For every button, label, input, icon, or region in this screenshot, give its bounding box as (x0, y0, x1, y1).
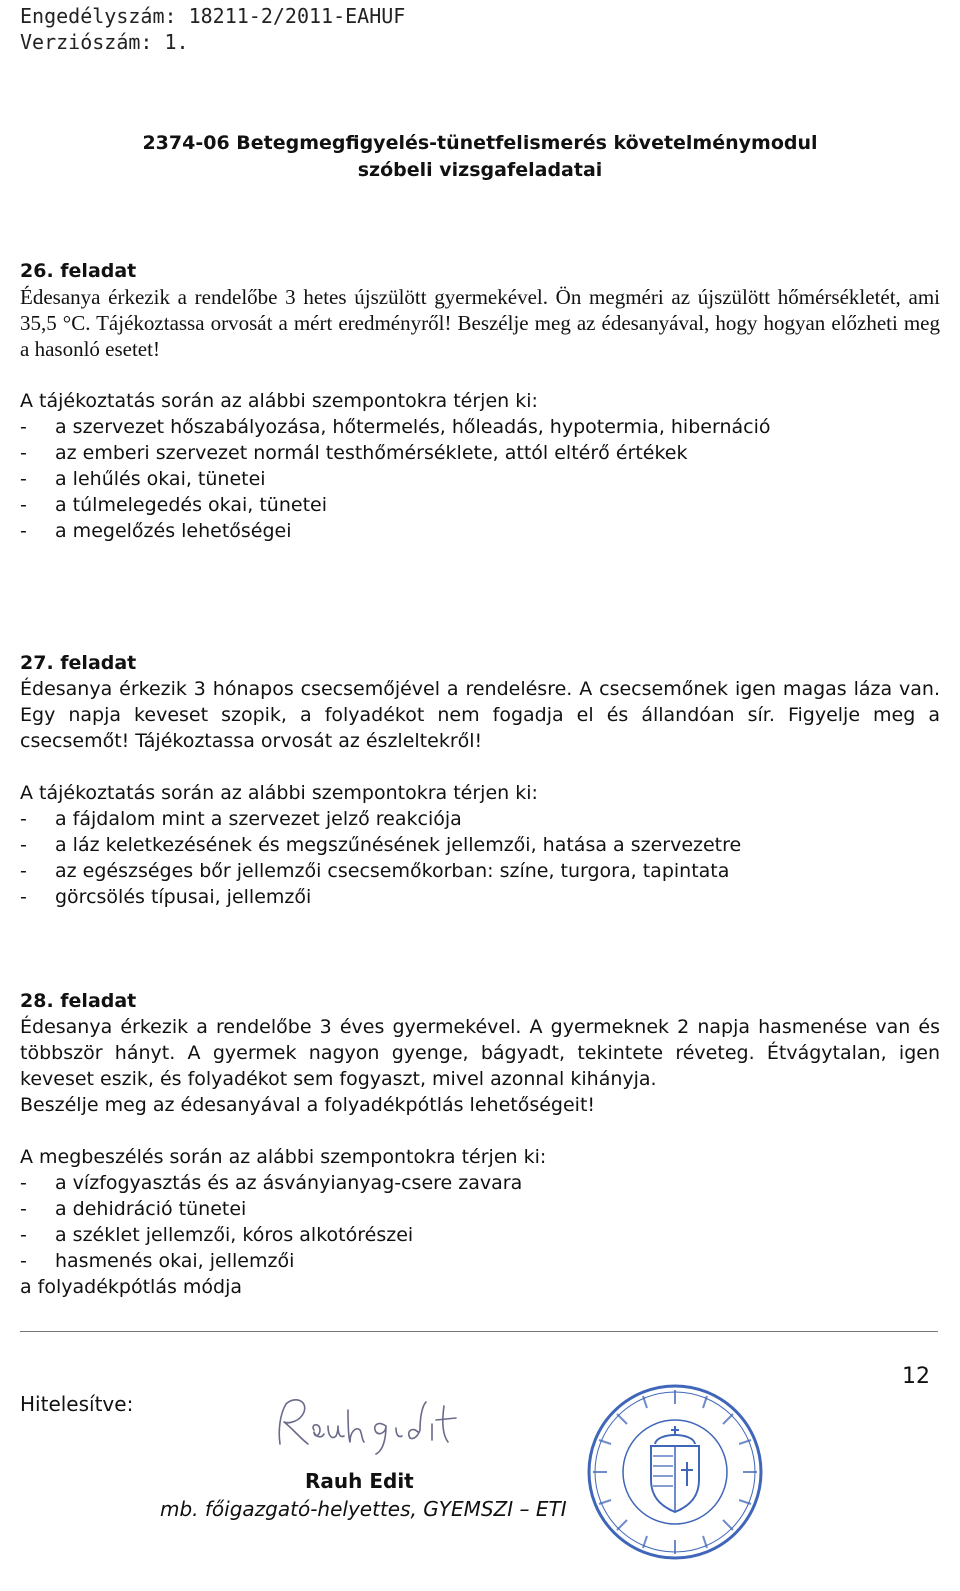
list-item: - a szervezet hőszabályozása, hőtermelés, hőleadás, hypotermia, hibernáció (20, 416, 771, 438)
list-item: - a széklet jellemzői, kóros alkotórészei (20, 1224, 414, 1246)
task-26 (20, 258, 940, 544)
task-27 (20, 650, 940, 910)
task-scenario: Édesanya érkezik a rendelőbe 3 hetes újszülött gyermekével. Ön megméri az újszülött hőmérsékletét, ami 35,5 °C. Tájékoztassa orvosát a mért eredményről! Beszélje meg az édesanyával, hogy hogyan előzheti meg a hasonló esetet! (20, 285, 940, 361)
list-item: - a fájdalom mint a szervezet jelző reakciója (20, 808, 462, 830)
page-subtitle: szóbeli vizsgafeladatai (357, 159, 603, 181)
page-title: 2374-06 Betegmegfigyelés-tünetfelismerés követelménymodul (142, 132, 818, 154)
signer-role: mb. főigazgató-helyettes, GYEMSZI – ETI (160, 1497, 567, 1521)
handwritten-signature (268, 1392, 468, 1462)
task-title: 28. feladat (20, 990, 137, 1012)
task-intro: A megbeszélés során az alábbi szempontokra térjen ki: (20, 1146, 547, 1168)
certified-label: Hitelesítve: (20, 1392, 134, 1416)
version-number: Verziószám: 1. (20, 30, 189, 54)
list-item: - az emberi szervezet normál testhőmérséklete, attól eltérő értékek (20, 442, 688, 464)
footer-divider (20, 1331, 938, 1332)
task-item-list (20, 806, 940, 910)
list-item: - a dehidráció tünetei (20, 1198, 247, 1220)
list-item: - görcsölés típusai, jellemzői (20, 886, 312, 908)
list-item: - a megelőzés lehetőségei (20, 520, 292, 542)
list-item: - hasmenés okai, jellemzői (20, 1250, 295, 1272)
official-seal (585, 1382, 765, 1562)
task-intro: A tájékoztatás során az alábbi szempontokra térjen ki: (20, 782, 538, 804)
task-title: 27. feladat (20, 652, 137, 674)
page-number: 12 (902, 1364, 930, 1389)
task-item-list (20, 1170, 940, 1274)
task-28 (20, 988, 940, 1300)
list-item: - az egészséges bőr jellemzői csecsemőkorban: színe, turgora, tapintata (20, 860, 730, 882)
list-item: - a láz keletkezésének és megszűnésének jellemzői, hatása a szervezetre (20, 834, 742, 856)
list-item: - a lehűlés okai, tünetei (20, 468, 266, 490)
list-item: - a vízfogyasztás és az ásványianyag-csere zavara (20, 1172, 523, 1194)
list-item: - a túlmelegedés okai, tünetei (20, 494, 327, 516)
task-scenario-instruction: Beszélje meg az édesanyával a folyadékpótlás lehetőségeit! (20, 1094, 596, 1116)
task-intro: A tájékoztatás során az alábbi szempontokra térjen ki: (20, 390, 538, 412)
task-item-list (20, 414, 940, 544)
task-scenario: Édesanya érkezik a rendelőbe 3 éves gyermekével. A gyermeknek 2 napja hasmenése van és többször hányt. A gyermek nagyon gyenge, bágyadt, tekintete réveteg. Étvágytalan, igen keveset eszik, és folyadékot sem fogyaszt, mivel azonnal kihányja. (20, 1016, 940, 1090)
task-trailing-item: a folyadékpótlás módja (20, 1276, 243, 1298)
license-number: Engedélyszám: 18211-2/2011-EAHUF (20, 4, 406, 28)
signer-name: Rauh Edit (305, 1469, 414, 1493)
task-title: 26. feladat (20, 260, 137, 282)
task-scenario: Édesanya érkezik 3 hónapos csecsemőjével a rendelésre. A csecsemőnek igen magas láza van. Egy napja keveset szopik, a folyadékot nem fogadja el és állandóan sír. Figyelje meg a csecsemőt! Tájékoztassa orvosát az észleltekről! (20, 678, 940, 752)
